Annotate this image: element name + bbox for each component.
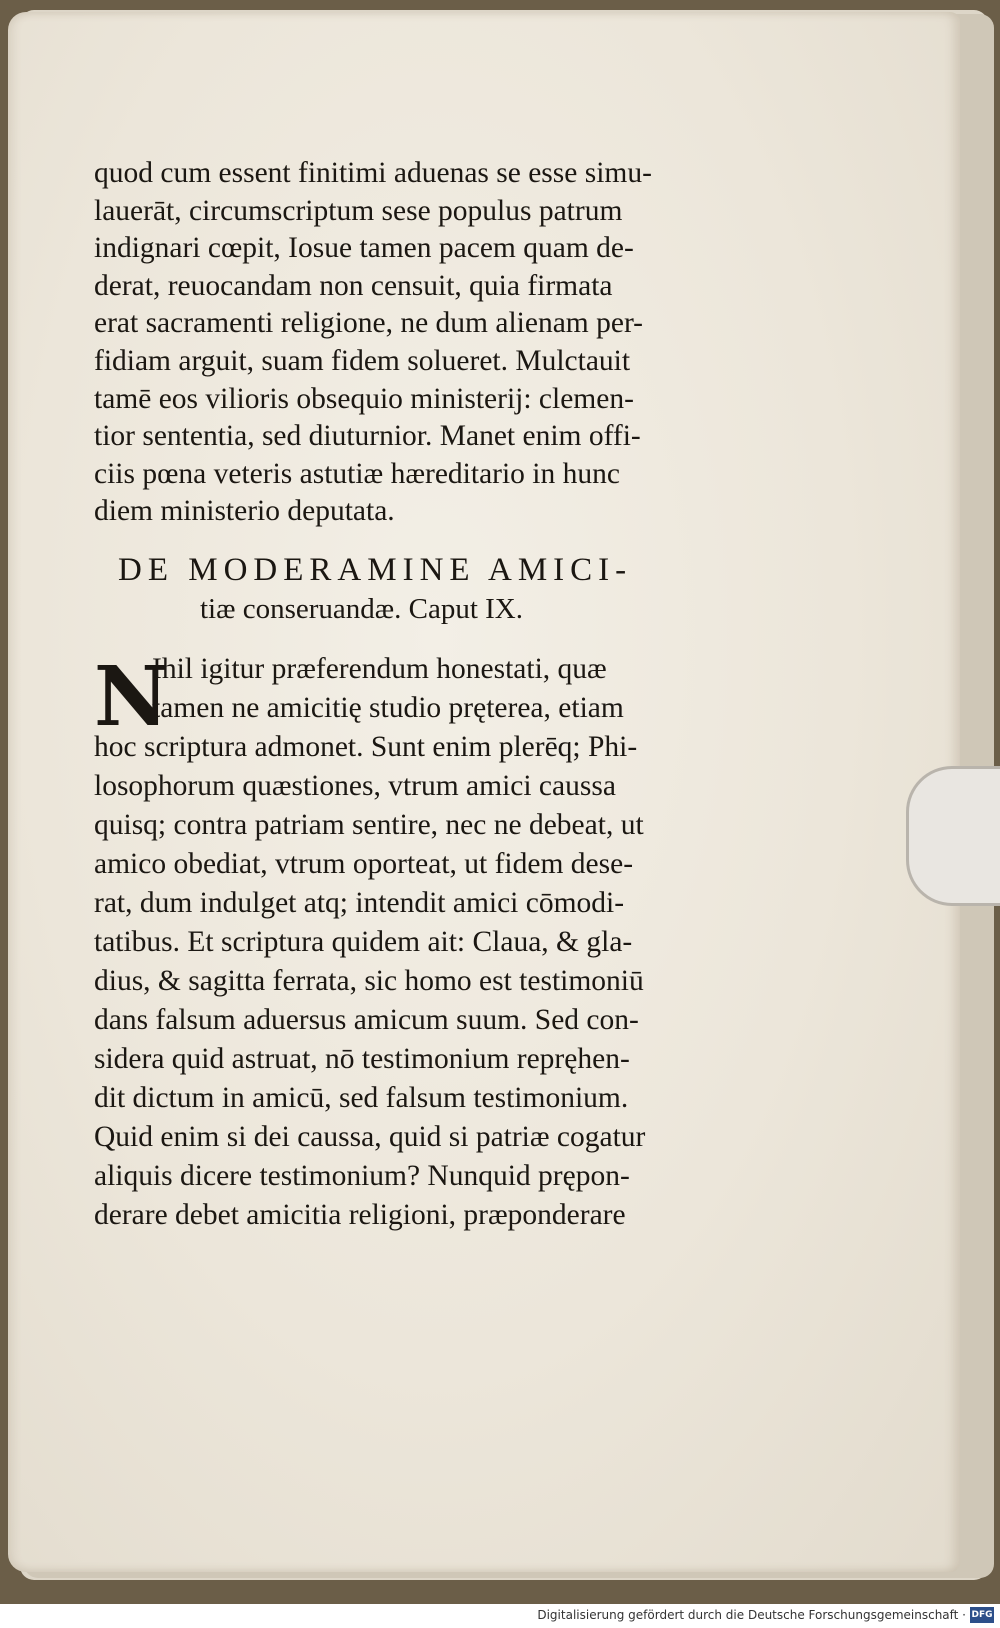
text-line: amico obediat, vtrum oporteat, ut fidem dese-: [94, 848, 634, 880]
text-line: quisq; contra patriam sentire, nec ne debeat, ut: [94, 809, 644, 841]
text-line: derare debet amicitia religioni, præponderare: [94, 1199, 626, 1231]
chapter-heading-line2: tiæ conseruandæ. Caput IX.: [200, 593, 523, 625]
text-line: tior sententia, sed diuturnior. Manet enim offi-: [94, 420, 641, 453]
text-line: tamē eos vilioris obsequio ministerij: clemen-: [94, 382, 634, 415]
chapter-heading-line1: DE MODERAMINE AMICI-: [118, 552, 633, 588]
text-line: dius, & sagitta ferrata, sic homo est testimoniū: [94, 965, 644, 997]
text-line: aliquis dicere testimonium? Nunquid prępon-: [94, 1160, 630, 1192]
text-line: dans falsum aduersus amicum suum. Sed con-: [94, 1004, 639, 1036]
footer-credit: Digitalisierung gefördert durch die Deutsche Forschungsgemeinschaft ·: [537, 1608, 966, 1622]
text-line: ciis pœna veteris astutiæ hæreditario in hunc: [94, 457, 620, 490]
footer-bar: [0, 1604, 1000, 1628]
text-line: tatibus. Et scriptura quidem ait: Claua, & gla-: [94, 926, 633, 958]
text-line: derat, reuocandam non censuit, quia firmata: [94, 269, 613, 302]
text-line: hoc scriptura admonet. Sunt enim plerēq; Phi-: [94, 731, 638, 763]
text-line: Quid enim si dei caussa, quid si patriæ cogatur: [94, 1121, 646, 1153]
text-line: indignari cœpit, Iosue tamen pacem quam de-: [94, 232, 634, 265]
text-line: losophorum quæstiones, vtrum amici caussa: [94, 770, 616, 802]
text-line: fidiam arguit, suam fidem solueret. Mulctauit: [94, 344, 631, 377]
text-line: dit dictum in amicū, sed falsum testimonium.: [94, 1082, 629, 1114]
text-line: quod cum essent finitimi aduenas se esse simu-: [94, 157, 652, 189]
text-line: Ihil igitur præferendum honestati, quæ: [152, 653, 607, 685]
page-clip: [906, 766, 1000, 906]
text-line: lauerāt, circumscriptum sese populus patrum: [94, 194, 623, 227]
chapter-heading: [118, 550, 678, 628]
top-paragraph: [94, 155, 764, 531]
text-line: sidera quid astruat, nō testimonium repręhen-: [94, 1043, 630, 1075]
body-paragraph: [94, 650, 774, 1235]
dfg-logo: DFG: [970, 1607, 994, 1623]
text-line: rat, dum indulget atq; intendit amici cōmodi-: [94, 887, 625, 919]
text-line: diem ministerio deputata.: [94, 495, 395, 528]
text-line: erat sacramenti religione, ne dum alienam per-: [94, 307, 644, 340]
decorated-initial: N: [94, 649, 169, 745]
text-line: tamen ne amicitię studio pręterea, etiam: [152, 692, 624, 724]
